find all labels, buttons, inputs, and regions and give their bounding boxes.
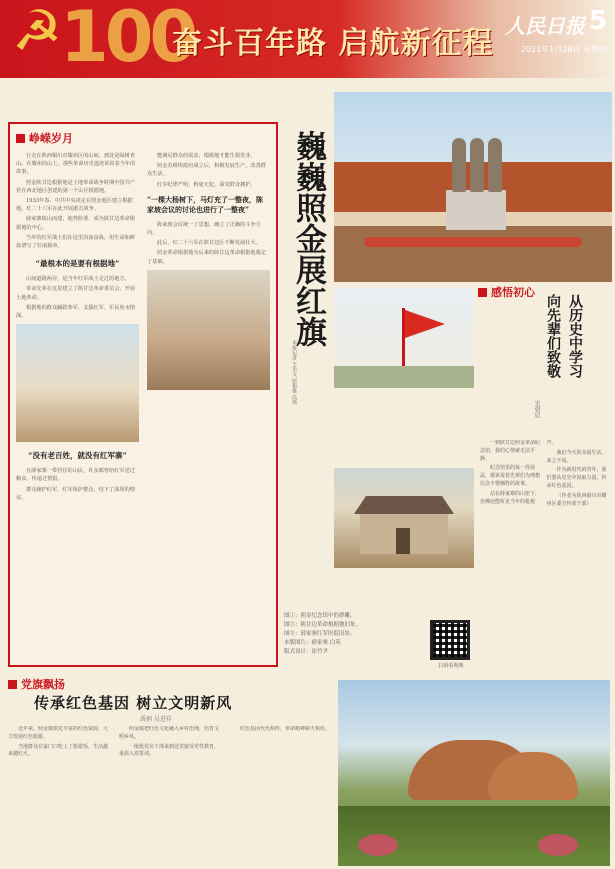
masthead-banner xyxy=(0,0,615,78)
paragraph: 在薛家寨一带居住的山民，许多都曾给红军送过粮食、传递过情报。 xyxy=(16,468,135,483)
qr-code[interactable] xyxy=(430,620,470,660)
paragraph: 纪念馆里的每一件展品，都诉说着先辈们为理想信念不惜牺牲的故事。 xyxy=(480,465,541,487)
paragraph: 山间道路两旁，是当年红军战士走过的地方。 xyxy=(26,276,130,283)
caption-line: 本版图片：薛家寨 白英 xyxy=(284,640,341,646)
paragraph: 当地群众在家门口吃上了旅游饭，生活越来越红火。 xyxy=(8,743,109,758)
issue-date: 2021年1月28日 星期四 xyxy=(520,45,607,54)
caption-line: 图①：照金纪念馆中的群雕。 xyxy=(284,613,356,619)
opinion-title-line2: 向先辈们致敬 xyxy=(545,294,561,378)
paragraph: 薛家寨依山而建，地势险要，成为陕甘边革命根据地的中心。 xyxy=(16,216,135,231)
paragraph: 红军纪律严明，秋毫无犯，深受群众拥护。 xyxy=(157,181,256,188)
paragraph: 一到陕甘边照金革命纪念馆，我的心情就无法平静。 xyxy=(480,440,541,462)
paragraph: 陈家坡会议统一了思想，确立了正确的斗争方向。 xyxy=(147,221,261,237)
opinion-author: 宋朝辰 xyxy=(533,400,540,418)
bottom-section-header xyxy=(8,676,65,692)
house-door xyxy=(396,528,410,554)
paragraph: 1933年春，中共中央决定在照金地区建立根据地。红二十六军在此开展游击战争。 xyxy=(16,198,133,213)
right-section-header xyxy=(478,284,535,300)
photo-flowers xyxy=(364,237,582,247)
caption-line: 图②：陕甘边革命根据地旧址。 xyxy=(284,622,362,628)
story-column-right xyxy=(147,152,270,667)
section-header xyxy=(16,130,270,146)
paragraph: 群众掩护红军，红军保护群众，结下了深厚的情谊。 xyxy=(16,486,135,501)
masthead-slogan: 奋斗百年路 启航新征程 xyxy=(172,26,494,61)
section-square-icon xyxy=(8,680,17,689)
photo-ground xyxy=(334,366,474,388)
flag-icon xyxy=(405,310,445,338)
statue-figure xyxy=(470,138,484,192)
paragraph: 行走在陕西铜川市耀州区的山间，到处是绿树青山。在耀州的山上，那些革命历史遗迹诉说着当年的故事。 xyxy=(16,153,136,176)
qr-caption: 扫码看视频 xyxy=(438,663,464,669)
landscape-photo xyxy=(338,680,610,866)
party-emblem-icon: ☭ xyxy=(12,0,63,64)
statue-figure xyxy=(488,138,502,192)
statue-figure xyxy=(452,138,466,192)
house-roof xyxy=(354,496,454,514)
opinion-title-line1: 从历史中学习 xyxy=(567,294,583,378)
centennial-number: 100 xyxy=(60,0,195,78)
feature-title: 巍巍照金展红旗 xyxy=(290,130,326,347)
caption-line: 图③：薛家寨红军医院旧址。 xyxy=(284,631,356,637)
old-house-photo xyxy=(147,270,270,390)
feature-story-box xyxy=(8,122,278,667)
section-square-icon xyxy=(16,134,25,143)
paragraph: 能满足群众的需求，根据地才能生根发芽。 xyxy=(157,153,256,159)
section-label: 感悟初心 xyxy=(491,286,535,299)
memorial-photo xyxy=(16,324,139,442)
bottom-article-author: 禹炳 吴进祥 xyxy=(140,716,172,723)
opinion-body xyxy=(480,440,608,672)
page-number: 5 xyxy=(588,6,607,36)
paragraph: 此后，红二十六军在陕甘边区不断发展壮大。 xyxy=(157,240,261,247)
subhead: “最根本的是要有根据地” xyxy=(35,259,120,269)
statue-photo xyxy=(334,92,612,282)
section-square-icon xyxy=(478,288,487,297)
cave-house-photo xyxy=(334,468,474,568)
paragraph: 革命先辈在这里建立了陕甘边革命委员会，开展土地革命。 xyxy=(16,286,135,301)
paragraph: 站在薛家寨的山崖下，仿佛还能听见当年的枪炮声。 xyxy=(480,440,557,505)
story-column-left xyxy=(16,152,139,667)
bottom-article-title: 传承红色基因 树立文明新风 xyxy=(34,694,233,712)
paragraph: 近年来，照金镇依托丰富的红色资源，大力发展红色旅游。 xyxy=(8,726,109,740)
photo-blossom xyxy=(538,834,578,856)
caption-line: 版式设计：崔竹尹 xyxy=(284,649,329,655)
paragraph: 作为新时代的青年，我们要从党史中汲取力量，传承红色基因。 xyxy=(546,467,607,489)
paragraph: 一批批党员干部来到这里接受党性教育，重温入党誓词。 xyxy=(119,743,220,758)
paragraph: （作者为陕西铜川市耀州区委宣传部干部） xyxy=(546,492,607,507)
photo-blossom xyxy=(358,834,398,856)
paragraph: 照金陕甘边根据地是土地革命战争时期中国共产党在西北地区创建的第一个山区根据地。 xyxy=(16,179,135,194)
paragraph: 当年的红军战士们在这里浴血奋战，用生命和鲜血谱写了壮丽篇章。 xyxy=(16,234,135,250)
flag-sculpture-photo xyxy=(334,288,474,388)
newspaper-name: 人民日报 xyxy=(505,14,585,38)
subhead: “一棵大杨树下，马灯充了一整夜，陈家坡会议的讨论也进行了一整夜” xyxy=(147,194,264,214)
paragraph: 照金苏维埃政府成立后，积极发展生产，改善群众生活。 xyxy=(147,163,266,178)
subhead: “没有老百姓，就没有红军寨” xyxy=(28,451,127,461)
paragraph: 我们今天的幸福生活，来之不易。 xyxy=(546,449,607,464)
photo-plaza xyxy=(334,226,612,282)
bottom-article-body xyxy=(8,726,333,866)
paragraph: 照金革命根据地为后来的陕甘边革命根据地奠定了基础。 xyxy=(147,250,266,265)
section-label: 党旗飘扬 xyxy=(21,678,65,691)
paragraph: 根据地的群众踊跃参军，支援红军，军民鱼水情深。 xyxy=(16,304,135,320)
photo-captions xyxy=(284,612,428,657)
section-label: 峥嵘岁月 xyxy=(29,132,73,145)
feature-credits: 本报记者 王乐文 原韬雄 高炳 xyxy=(291,340,297,405)
paragraph: 照金镇把红色文化融入乡村治理，培育文明乡风。 xyxy=(119,726,220,740)
paragraph: 红色基因代代相传，革命精神薪火相传。 xyxy=(240,726,331,732)
photo-pedestal xyxy=(446,190,506,230)
